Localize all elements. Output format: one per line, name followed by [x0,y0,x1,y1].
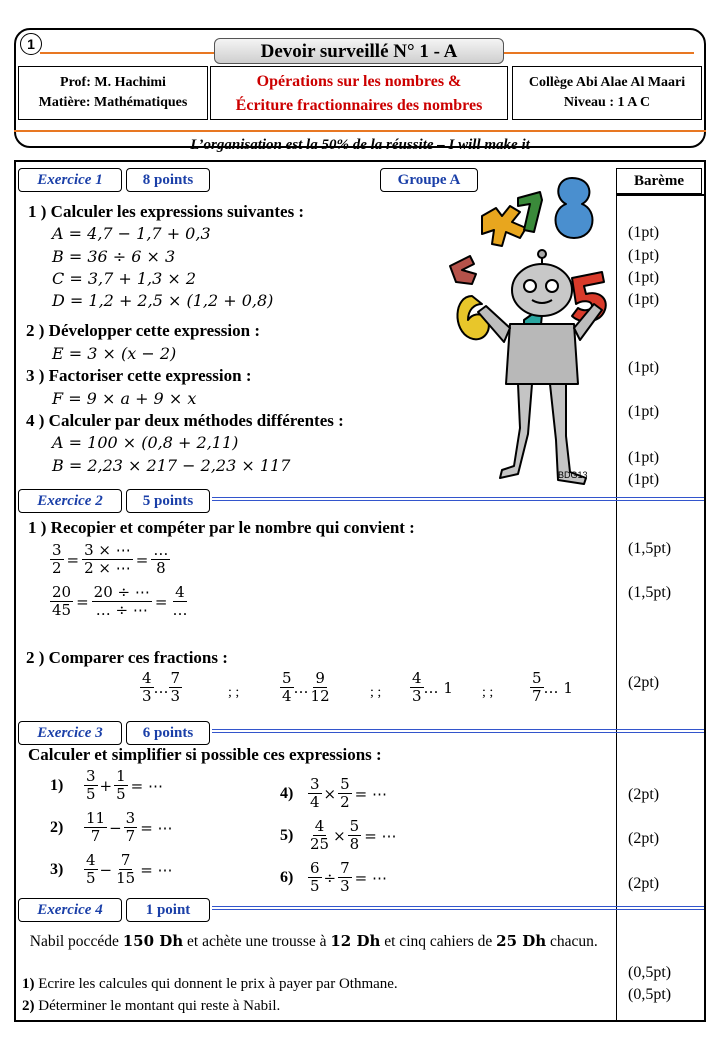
robot-body [506,324,578,384]
ex3-bareme-3: (2pt) [628,875,660,892]
robot-antenna-tip [538,250,546,258]
ex1-expr-a: A = 4,7 − 1,7 + 0,3 [52,224,211,243]
ex2-bareme-1: (1,5pt) [628,540,672,557]
ex1-expr-d: D = 1,2 + 2,5 × (1,2 + 0,8) [52,291,274,310]
ex3-item-2: 2) $\frac{11}{7}$ − $\frac{3}{7}$ = ⋯ [50,809,173,845]
ex1-bareme-6: (1pt) [628,403,660,420]
ex3-separator [212,729,704,733]
bareme-header: Barème [616,168,702,194]
header-accent-left [40,52,214,54]
fraction: $\frac{20}{45}$ [52,583,72,619]
ex1-bareme-7: (1pt) [628,449,660,466]
ex2-fraction-line-2: $\frac{20}{45}$ = $\frac{20 \div \cdots}{\dots \div \cdots}$ = $\frac{4}{\dots}$ [52,583,188,619]
ex1-expr-4b: B = 2,23 × 217 − 2,23 × 117 [52,456,291,475]
exercise-2-label: Exercice 2 [18,489,122,513]
fraction: $\frac{\dots}{8}$ [153,541,169,577]
fraction: $\frac{3 \times \cdots}{2 \times \cdots}$ [84,541,131,577]
multiply-sign-shape [482,206,526,246]
ex2-separator-2: ; ; [370,685,382,700]
header-accent-bottom [14,130,706,132]
ex1-expr-f: F = 9 × a + 9 × x [52,389,197,408]
juggling-robot-illustration [432,174,614,486]
ex2-fraction-line-1: $\frac{3}{2}$ = $\frac{3 \times \cdots}{2 \times \cdots}$ = $\frac{\dots}{8}$ [52,541,169,577]
ex1-bareme-8: (1pt) [628,471,660,488]
ex2-separator-1: ; ; [228,685,240,700]
robot-right-eye [546,280,558,292]
ex1-bareme-1: (1pt) [628,224,660,241]
ex4-q1: 1) Ecrire les calcules qui donnent le prix à payer par Othmane. [22,976,398,992]
ex3-item-3: 3) $\frac{4}{5}$ − $\frac{7}{15}$ = ⋯ [50,851,173,887]
artist-signature: BDG13 [558,470,588,480]
ex1-expr-4a: A = 100 × (0,8 + 2,11) [52,433,239,452]
ex1-bareme-4: (1pt) [628,291,660,308]
ex2-compare-1: $\frac{4}{3}$ … $\frac{7}{3}$ [142,669,181,705]
level: Niveau : 1 A C [563,95,651,110]
number-8-shape [556,178,593,238]
ex2-bareme-3: (2pt) [628,674,660,691]
ex1-bareme-3: (1pt) [628,269,660,286]
prof-box [18,66,208,120]
college-box [512,66,702,120]
bareme-top-rule [616,194,704,196]
ex2-bareme-2: (1,5pt) [628,584,672,601]
ex2-compare-4: $\frac{5}{7}$ … 1 [532,669,573,705]
ex2-separator-3: ; ; [482,685,494,700]
bareme-column [616,194,704,1020]
topic-box [210,66,508,120]
ex2-compare-2: $\frac{5}{4}$ … $\frac{9}{12}$ [282,669,330,705]
exercise-4-label: Exercice 4 [18,898,122,922]
topic-line-1: Opérations sur les nombres & [256,73,462,90]
fraction: $\frac{3}{2}$ [52,541,62,577]
ex3-item-4: 4) $\frac{3}{4}$ × $\frac{5}{2}$ = ⋯ [280,775,388,811]
ex3-question: Calculer et simplifier si possible ces expressions : [28,745,382,764]
subject: Matière: Mathématiques [38,95,188,110]
ex4-statement: Nabil poccéde 150 Dh et achète une trousse à 12 Dh et cinq cahiers de 25 Dh chacun. [29,932,598,950]
fraction: $\frac{20 \div \cdots}{\dots \div \cdots}$ [93,583,150,619]
ex1-q1: 1 ) Calculer les expressions suivantes : [28,202,305,221]
ex3-item-6: 6) $\frac{6}{5}$ ÷ $\frac{7}{3}$ = ⋯ [280,859,388,895]
robot-left-leg [500,384,532,478]
prof-name: Prof: M. Hachimi [60,75,166,90]
ex3-bareme-2: (2pt) [628,830,660,847]
ex2-separator [212,497,704,501]
number-3-shape [450,256,476,284]
ex4-bareme-1: (0,5pt) [628,964,672,981]
exercise-1-label: Exercice 1 [18,168,122,192]
ex1-q3: 3 ) Factoriser cette expression : [26,366,252,385]
ex2-q2: 2 ) Comparer ces fractions : [26,648,228,667]
ex4-separator [212,906,704,910]
ex1-q2: 2 ) Développer cette expression : [26,321,261,340]
ex1-expr-e: E = 3 × (x − 2) [52,344,177,363]
page-title: Devoir surveillé N° 1 - A [214,38,504,64]
fraction: $\frac{4}{\dots}$ [172,583,188,619]
robot-head [512,264,572,316]
ex4-bareme-2: (0,5pt) [628,986,672,1003]
ex3-item-5: 5) $\frac{4}{25}$ × $\frac{5}{8}$ = ⋯ [280,817,397,853]
exercise-3-points: 6 points [126,721,210,745]
group-label: Groupe A [380,168,478,192]
topic-line-2: Écriture fractionnaires des nombres [235,97,483,114]
robot-right-leg [550,384,586,484]
exercise-3-label: Exercice 3 [18,721,122,745]
page-number: 1 [20,33,42,55]
ex3-item-1: 1) $\frac{3}{5}$ + $\frac{1}{5}$ = ⋯ [50,767,164,803]
ex1-expr-b: B = 36 ÷ 6 × 3 [52,247,176,266]
exercise-4-points: 1 point [126,898,210,922]
motto: L’organisation est la 50% de la réussite – I will make it [190,137,530,153]
robot-left-eye [524,280,536,292]
ex1-q4: 4 ) Calculer par deux méthodes différentes : [26,411,344,430]
ex3-bareme-1: (2pt) [628,786,660,803]
ex1-bareme-5: (1pt) [628,359,660,376]
ex2-q1: 1 ) Recopier et compéter par le nombre qui convient : [28,518,415,537]
ex1-expr-c: C = 3,7 + 1,3 × 2 [52,269,197,288]
ex2-compare-3: $\frac{4}{3}$ … 1 [412,669,453,705]
college-name: Collège Abi Alae Al Maari [528,75,686,90]
exercise-1-points: 8 points [126,168,210,192]
ex4-q2: 2) Déterminer le montant qui reste à Nabil. [22,998,281,1014]
ex1-bareme-2: (1pt) [628,247,660,264]
header-accent-right [504,52,694,54]
exercise-2-points: 5 points [126,489,210,513]
